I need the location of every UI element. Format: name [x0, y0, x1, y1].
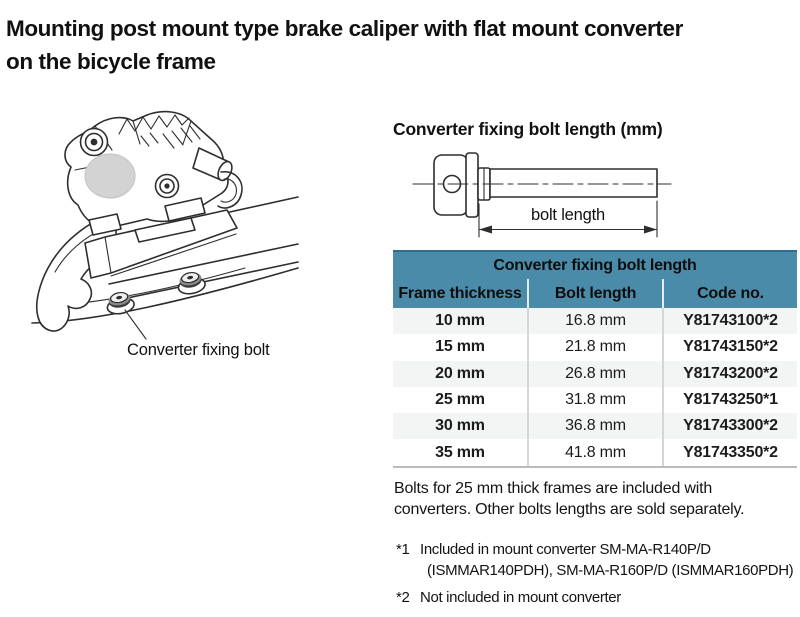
footnote-1-line1: Included in mount converter SM-MA-R140P/D: [420, 541, 711, 558]
footnote-1: [396, 539, 793, 581]
table-row: [393, 413, 797, 439]
table-row: [393, 387, 797, 413]
cell-frame-thickness: 15 mm: [435, 338, 485, 356]
caliper-illustration: [15, 110, 355, 345]
bolt-head-flange: [466, 153, 478, 217]
cell-code-no: Y81743350*2: [662, 439, 797, 465]
cell-code-no: Y81743300*2: [662, 413, 797, 439]
table-row: [393, 439, 797, 465]
bolt-dimension-diagram: [397, 148, 687, 245]
cell-frame-thickness: 35 mm: [435, 443, 485, 461]
page-title: [6, 12, 798, 78]
cell-frame-thickness: 10 mm: [435, 312, 485, 330]
page-title-line2: on the bicycle frame: [6, 49, 216, 74]
caliper-pivot-bolt-left: [81, 129, 108, 156]
table-row: [393, 334, 797, 360]
cell-frame-thickness: 30 mm: [435, 417, 485, 435]
dimension-arrow-left: [479, 226, 492, 234]
table-note-paragraph: [394, 478, 744, 520]
dimension-annotation: [479, 201, 657, 237]
cell-code-no: Y81743150*2: [662, 334, 797, 360]
footnote-2: [396, 587, 621, 608]
page-title-line1: Mounting post mount type brake caliper with flat mount converter: [6, 16, 683, 41]
cell-bolt-length: 41.8 mm: [527, 439, 662, 465]
footnote-1-marker: *1: [396, 541, 410, 558]
caliper-pivot-bolt-right: [156, 175, 179, 198]
cell-bolt-length: 36.8 mm: [527, 413, 662, 439]
bolt-shaft: [490, 169, 657, 197]
cell-code-no: Y81743100*2: [662, 308, 797, 334]
bolt-length-label: bolt length: [531, 206, 605, 224]
converter-fixing-bolt-label: Converter fixing bolt: [127, 341, 270, 359]
cell-frame-thickness: 20 mm: [435, 364, 485, 382]
cell-bolt-length: 16.8 mm: [527, 308, 662, 334]
cell-code-no: Y81743200*2: [662, 361, 797, 387]
table-row: [393, 308, 797, 334]
column-header-code-no: Code no.: [662, 279, 797, 308]
converter-fixing-bolt-1: [105, 290, 135, 316]
footnote-2-marker: *2: [396, 589, 410, 606]
table-title: Converter fixing bolt length: [393, 250, 797, 279]
note-line2: converters. Other bolts lengths are sold separately.: [394, 501, 745, 518]
label-leader-line: [125, 310, 146, 339]
cell-bolt-length: 26.8 mm: [527, 361, 662, 387]
converter-fixing-bolt-2: [176, 270, 206, 296]
table-column-headers: [393, 279, 797, 308]
table-body: [393, 308, 797, 468]
cell-bolt-length: 31.8 mm: [527, 387, 662, 413]
dimension-arrow-right: [644, 226, 657, 234]
column-header-frame-thickness: Frame thickness: [398, 284, 522, 302]
cell-frame-thickness: 25 mm: [435, 391, 485, 409]
caliper-boot: [85, 154, 135, 198]
bolt-diagram-heading: Converter fixing bolt length (mm): [393, 119, 663, 139]
note-line1: Bolts for 25 mm thick frames are included with: [394, 480, 713, 497]
cell-code-no: Y81743250*1: [662, 387, 797, 413]
column-header-bolt-length: Bolt length: [527, 279, 662, 308]
footnote-2-text: Not included in mount converter: [420, 589, 621, 606]
cell-bolt-length: 21.8 mm: [527, 334, 662, 360]
footnote-1-line2: (ISMMAR140PDH), SM-MA-R160P/D (ISMMAR160PDH): [427, 562, 794, 579]
table-row: [393, 361, 797, 387]
bolt-length-table: [393, 250, 797, 468]
